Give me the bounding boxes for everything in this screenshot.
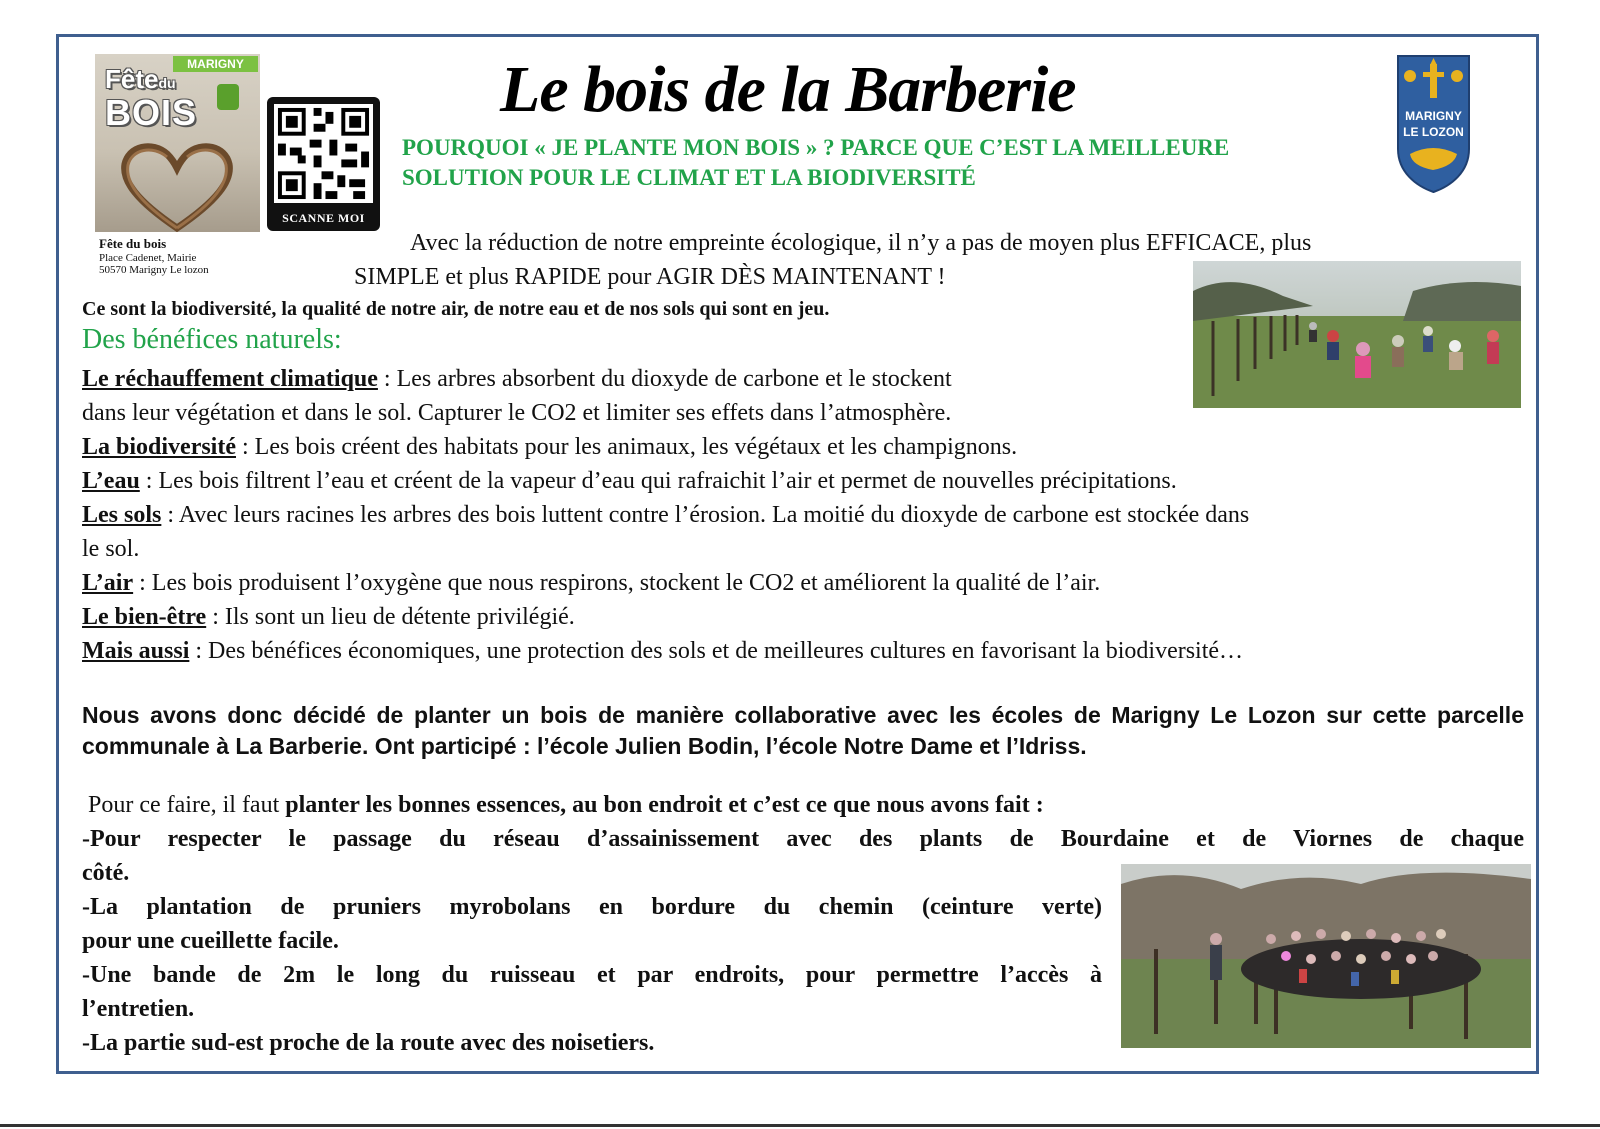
- qr-label: SCANNE MOI: [282, 211, 365, 225]
- logo-line2: BOIS: [105, 92, 198, 133]
- benefit-also: Mais aussi : Des bénéfices économiques, une protection des sols et de meilleures cultures en favorisant la biodiversité…: [82, 638, 1244, 664]
- bullet-3-cont: l’entretien.: [82, 996, 195, 1022]
- qr-code[interactable]: [267, 97, 380, 231]
- benefit-soil-cont: le sol.: [82, 536, 140, 562]
- bullet-3: -Une bande de 2m le long du ruisseau et par endroits, pour permettre l’accès à: [82, 962, 1102, 988]
- address-line2: Place Cadenet, Mairie: [99, 252, 197, 264]
- crest-line2: LE LOZON: [1403, 125, 1464, 139]
- address-line1: Fête du bois: [99, 236, 167, 251]
- benefits-title: Des bénéfices naturels:: [82, 324, 342, 355]
- fete-du-bois-logo: [95, 54, 260, 232]
- bullet-1: -Pour respecter le passage du réseau d’assainissement avec des plants de Bourdaine et de Viornes de chaque: [82, 826, 1524, 852]
- bullet-4: -La partie sud-est proche de la route avec des noisetiers.: [82, 1030, 655, 1056]
- page-title: Le bois de la Barberie: [500, 53, 1076, 126]
- decision-paragraph: Nous avons donc décidé de planter un bois de manière collaborative avec les écoles de Marigny Le Lozon sur cette parcelle communale à La Barberie. Ont participé : l’école Julien Bodin, l’école Notre Dame et l’Idriss.: [82, 702, 1524, 759]
- bullet-2-cont: pour une cueillette facile.: [82, 928, 339, 954]
- benefit-climate: Le réchauffement climatique : Les arbres absorbent du dioxyde de carbone et le stockent: [82, 366, 952, 392]
- intro-line2: SIMPLE et plus RAPIDE pour AGIR DÈS MAINTENANT !: [354, 264, 946, 290]
- subtitle-line1: POURQUOI « JE PLANTE MON BOIS » ? PARCE QUE C’EST LA MEILLEURE: [402, 135, 1230, 160]
- subtitle-line2: SOLUTION POUR LE CLIMAT ET LA BIODIVERSITÉ: [402, 165, 976, 190]
- marigny-crest: [1396, 54, 1471, 194]
- benefit-climate-cont: dans leur végétation et dans le sol. Capturer le CO2 et limiter ses effets dans l’atmosphère.: [82, 400, 952, 426]
- how-intro: Pour ce faire, il faut planter les bonnes essences, au bon endroit et c’est ce que nous avons fait :: [88, 792, 1044, 818]
- planting-photo: [1193, 261, 1521, 408]
- intro-lead: Ce sont la biodiversité, la qualité de notre air, de notre eau et de nos sols qui sont en jeu.: [82, 298, 830, 320]
- bullet-1-cont: côté.: [82, 860, 130, 886]
- bullet-2: -La plantation de pruniers myrobolans en bordure du chemin (ceinture verte): [82, 894, 1102, 920]
- benefit-biodiversity: La biodiversité : Les bois créent des habitats pour les animaux, les végétaux et les champignons.: [82, 434, 1018, 460]
- leaf-icon: [217, 84, 239, 110]
- address-block: [99, 236, 209, 276]
- heart-icon: [117, 136, 237, 232]
- benefit-soil: Les sols : Avec leurs racines les arbres des bois luttent contre l’érosion. La moitié du dioxyde de carbone est stockée dans: [82, 502, 1250, 528]
- benefit-wellbeing: Le bien-être : Ils sont un lieu de détente privilégié.: [82, 604, 575, 630]
- crest-line1: MARIGNY: [1405, 109, 1462, 123]
- logo-brand: MARIGNY: [173, 56, 258, 72]
- qr-code-icon: [274, 104, 373, 203]
- intro-line1: Avec la réduction de notre empreinte écologique, il n’y a pas de moyen plus EFFICACE, plus: [410, 230, 1312, 256]
- group-photo: [1121, 864, 1531, 1048]
- address-line3: 50570 Marigny Le lozon: [99, 264, 209, 276]
- bottom-rule: [0, 1124, 1600, 1127]
- logo-line1: Fêtedu: [105, 64, 176, 94]
- benefit-water: L’eau : Les bois filtrent l’eau et créent de la vapeur d’eau qui rafraichit l’air et permet de nouvelles précipitations.: [82, 468, 1177, 494]
- benefit-air: L’air : Les bois produisent l’oxygène que nous respirons, stockent le CO2 et améliorent la qualité de l’air.: [82, 570, 1101, 596]
- subtitle: [402, 133, 1362, 193]
